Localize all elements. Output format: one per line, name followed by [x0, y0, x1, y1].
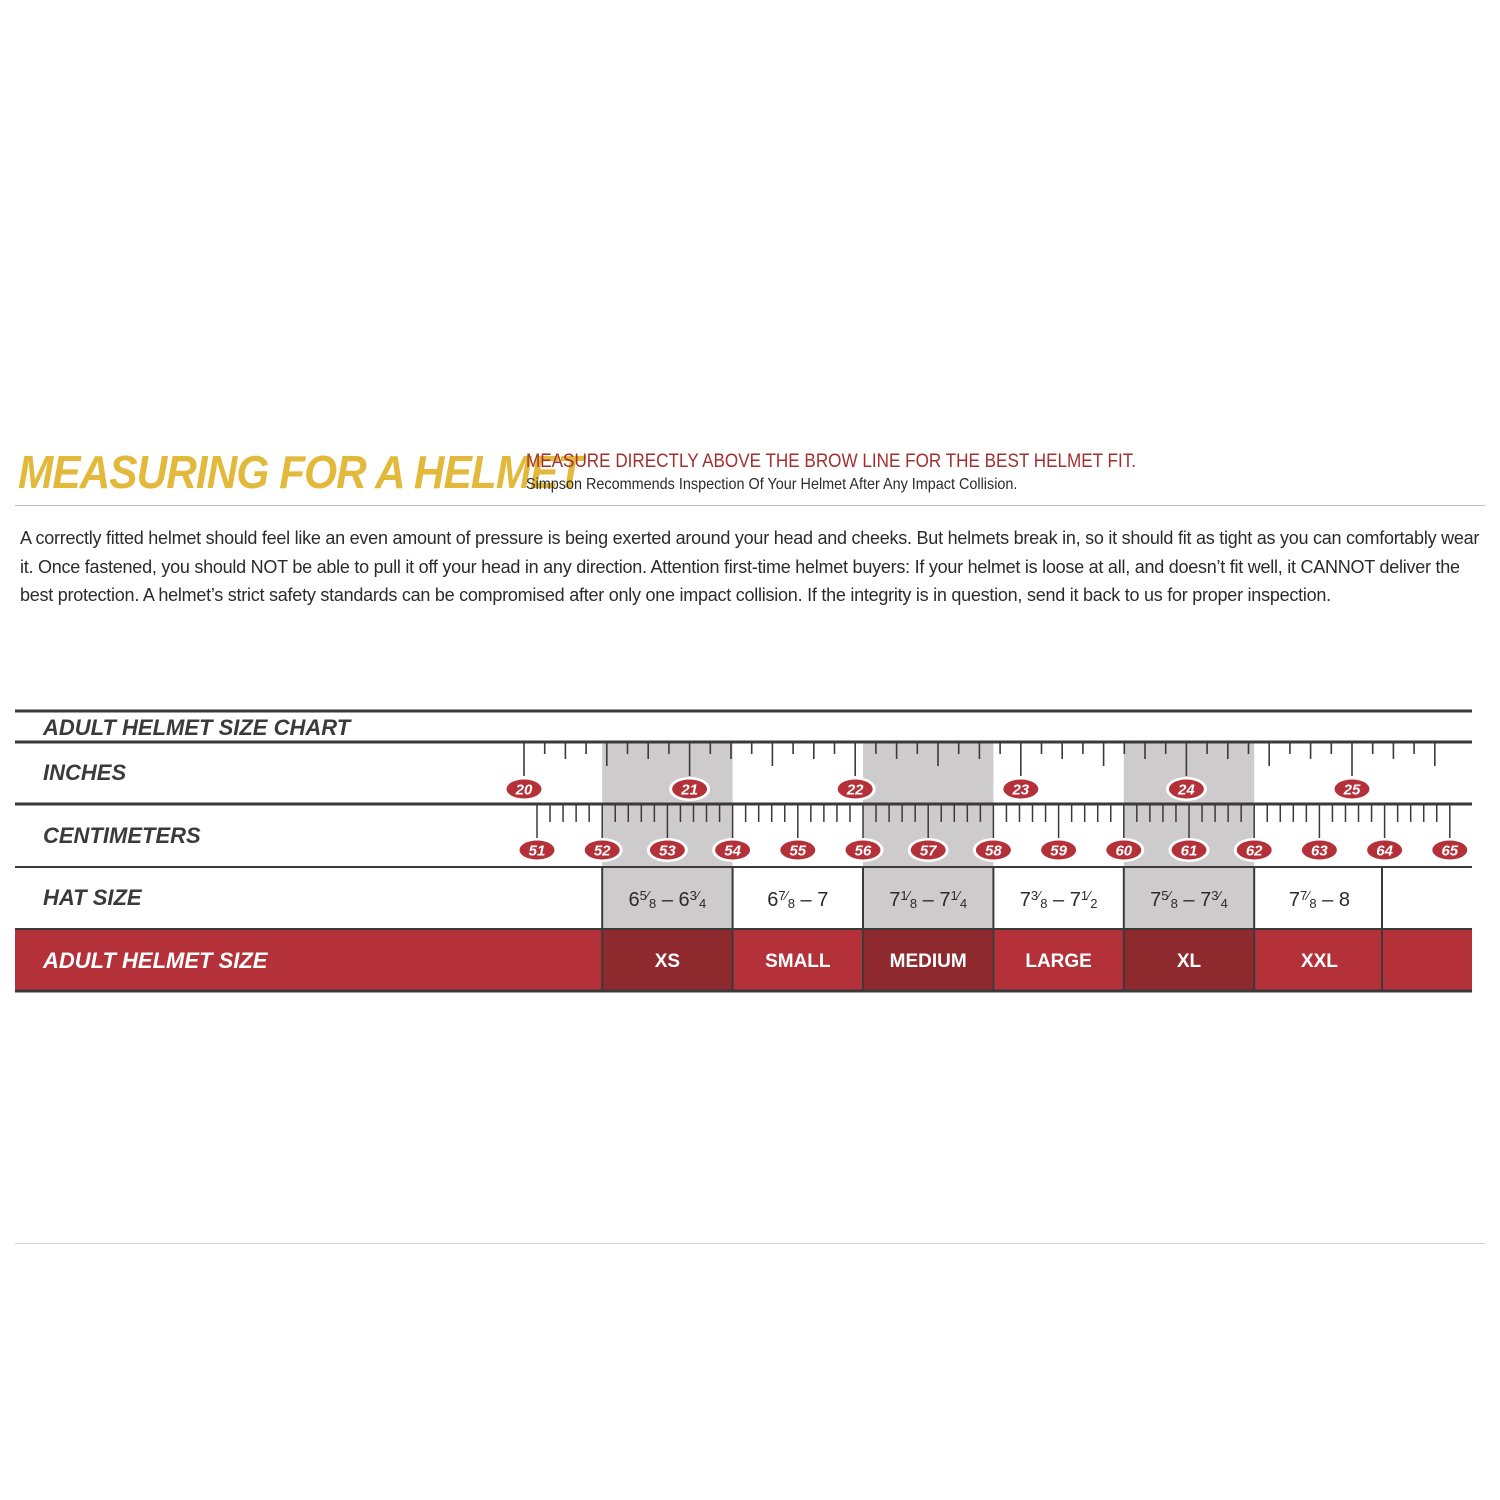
- hat-size-value: [1289, 888, 1350, 911]
- hat-size-part: 7: [778, 888, 786, 903]
- hat-size-part: 5: [639, 888, 647, 903]
- helmet-size-medium: MEDIUM: [889, 951, 967, 972]
- hat-size-part: ⁄: [1038, 888, 1041, 903]
- helmet-size-large: LARGE: [1025, 951, 1092, 972]
- cm-label-60: 60: [1115, 842, 1133, 860]
- hat-size-value: $6^5⁄_8$ – $6^3⁄_4$: [628, 888, 707, 911]
- chart-title: ADULT HELMET SIZE CHART: [43, 715, 351, 740]
- cm-label-61: 61: [1180, 842, 1198, 860]
- hat-size-value: $7^1⁄_8$ – $7^1⁄_4$: [889, 888, 968, 911]
- inch-label-22: 22: [846, 781, 864, 799]
- hat-size-part: ⁄: [646, 888, 650, 903]
- hat-size-part: 7: [1019, 889, 1031, 911]
- hat-size-part: 8: [649, 896, 657, 911]
- hat-size-part: 3: [1211, 888, 1219, 903]
- hat-size-part: 7: [1299, 888, 1308, 903]
- hat-size-part: 3: [689, 888, 697, 903]
- row-label-inches: INCHES: [43, 760, 127, 785]
- row-label-centimeters: CENTIMETERS: [43, 823, 201, 848]
- helmet-size-small: SMALL: [765, 951, 831, 972]
- inch-label-24: 24: [1178, 781, 1195, 799]
- hat-size-part: –: [1177, 889, 1201, 911]
- hat-size-part: –: [1047, 889, 1070, 911]
- cm-label-58: 58: [985, 842, 1002, 860]
- hat-size-part: 4: [699, 896, 707, 911]
- hat-size-part: 8: [1338, 889, 1350, 911]
- hat-size-value: $7^5⁄_8$ – $7^3⁄_4$: [1150, 888, 1228, 911]
- cm-label-64: 64: [1376, 842, 1393, 860]
- page-title: MEASURING FOR A HELMET: [18, 446, 583, 498]
- helmet-size-xs: XS: [654, 951, 681, 972]
- footer-divider: [15, 1243, 1485, 1244]
- hat-size-part: 8: [787, 896, 795, 911]
- hat-size-part: 7: [889, 889, 901, 911]
- hat-size-part: –: [1316, 889, 1339, 911]
- hat-size-part: 6: [767, 889, 779, 911]
- hat-size-part: ⁄: [785, 888, 788, 903]
- hat-size-part: 8: [1040, 896, 1048, 911]
- hat-size-part: 6: [628, 889, 640, 911]
- cm-label-56: 56: [854, 842, 872, 860]
- hat-size-part: 3: [1030, 888, 1039, 903]
- hat-size-part: 7: [1150, 889, 1162, 911]
- hat-size-part: 7: [939, 889, 951, 911]
- row-label-hat-size: HAT SIZE: [43, 885, 142, 910]
- hat-size-part: 4: [959, 896, 968, 911]
- cm-label-57: 57: [919, 842, 937, 860]
- hat-size-part: 7: [1288, 889, 1300, 911]
- hat-size-part: 1: [900, 888, 908, 903]
- hat-size-part: 7: [817, 889, 829, 911]
- inch-label-25: 25: [1343, 781, 1361, 799]
- hat-size-part: ⁄: [1307, 888, 1310, 903]
- inch-label-23: 23: [1012, 781, 1030, 799]
- cm-label-62: 62: [1245, 842, 1263, 860]
- hat-size-part: 1: [1080, 888, 1089, 903]
- cm-label-52: 52: [593, 842, 611, 860]
- helmet-size-xl: XL: [1176, 951, 1202, 972]
- hat-size-part: 1: [950, 888, 958, 903]
- hat-size-part: 8: [1170, 896, 1178, 911]
- hat-size-value: [767, 888, 828, 911]
- hat-size-part: –: [656, 889, 679, 911]
- hat-size-part: 6: [678, 889, 690, 911]
- hat-size-part: 5: [1161, 888, 1169, 903]
- hat-size-part: 4: [1220, 896, 1228, 911]
- cm-label-65: 65: [1441, 842, 1459, 860]
- hat-size-value: $7^3⁄_8$ – $7^1⁄_2$: [1019, 888, 1098, 911]
- hat-size-part: 7: [1200, 889, 1212, 911]
- row-label-helmet-size: ADULT HELMET SIZE: [43, 948, 268, 973]
- cm-label-59: 59: [1050, 842, 1067, 860]
- fit-instruction: MEASURE DIRECTLY ABOVE THE BROW LINE FOR THE BEST HELMET FIT.: [526, 451, 1137, 472]
- inspection-note: Simpson Recommends Inspection Of Your Helmet After Any Impact Collision.: [526, 476, 1018, 493]
- cm-label-51: 51: [528, 842, 546, 860]
- hat-size-part: 2: [1090, 896, 1098, 911]
- cm-label-63: 63: [1311, 842, 1328, 860]
- fitting-description: A correctly fitted helmet should feel like an even amount of pressure is being exerted around your head and cheeks. But helmets break in, so it should fit as tight as you can comfortably wear it. Once fastened, you should NOT be able to pull it off your head in any direction. Attention first-time helmet buyers: If your helmet is loose at all, and doesn’t fit well, it CANNOT deliver the best protection. A helmet’s strict safety standards can be compromised after only one impact collision. If the integrity is in question, send it back to us for proper inspection.: [20, 528, 1480, 605]
- helmet-size-xxl: XXL: [1300, 951, 1338, 972]
- cm-label-55: 55: [789, 842, 807, 860]
- inch-label-20: 20: [515, 781, 533, 799]
- cm-label-54: 54: [724, 842, 741, 860]
- inch-label-21: 21: [681, 781, 698, 799]
- hat-size-part: ⁄: [1168, 888, 1171, 903]
- hat-size-part: ⁄: [907, 888, 910, 903]
- hat-size-part: –: [917, 889, 940, 911]
- hat-size-part: –: [794, 889, 818, 911]
- cm-label-53: 53: [659, 842, 676, 860]
- hat-size-part: 7: [1069, 889, 1081, 911]
- hat-size-part: 8: [1309, 896, 1317, 911]
- hat-size-part: 8: [909, 896, 918, 911]
